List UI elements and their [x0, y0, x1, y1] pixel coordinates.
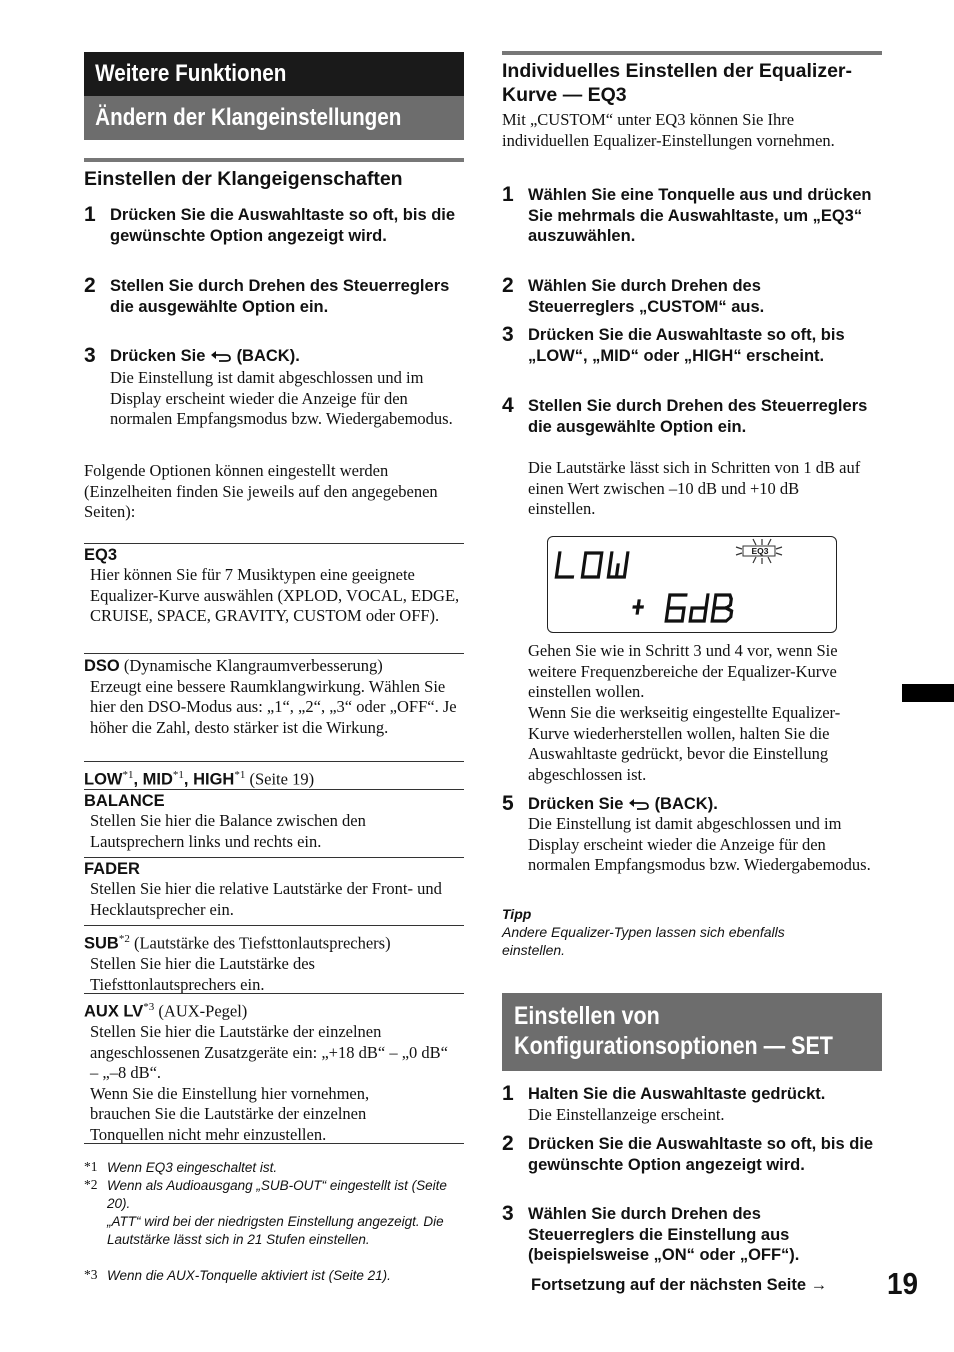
step-text: [528, 794, 882, 815]
footnote-2: Wenn als Audioausgang „SUB-OUT“ eingestellt ist (Seite 20).: [107, 1178, 447, 1211]
step-number: 4: [502, 394, 514, 417]
after-display-2: Wenn Sie die werkseitig eingestellte Equalizer-Kurve wiederherstellen wollen, halten Sie die Auswahltaste gedrückt, bevor die Einstellung abgeschlossen ist.: [528, 703, 841, 784]
tip: [502, 905, 872, 959]
step-text: Wählen Sie durch Drehen des Steuerreglers „CUSTOM“ aus.: [528, 277, 765, 316]
option-suffix: (AUX-Pegel): [154, 1001, 248, 1021]
footnote-mark: *2: [84, 1177, 98, 1192]
set-banner: [502, 993, 882, 1071]
step-text-before: Drücken Sie: [110, 347, 206, 365]
subsection-heading: Individuelles Einstellen der Equalizer-Kurve — EQ3: [502, 60, 853, 106]
eq3-intro: Mit „CUSTOM“ unter EQ3 können Sie Ihre individuellen Equalizer-Einstellungen vornehmen.: [502, 110, 835, 150]
step-text: Drücken Sie die Auswahltaste so oft, bis die gewünschte Option angezeigt wird.: [528, 1135, 874, 1174]
step-number: 5: [502, 792, 514, 815]
tip-text: Andere Equalizer-Typen lassen sich ebenfalls einstellen.: [502, 924, 785, 958]
step-text: Wählen Sie durch Drehen des Steuerreglers die Einstellung aus (beispielsweise „ON“ oder „OFF“).: [528, 1205, 800, 1264]
option-aux-lv: [84, 997, 464, 1145]
step-number: 3: [84, 344, 96, 367]
thumb-index-tab: [902, 684, 954, 702]
table-rule: [84, 761, 464, 762]
back-icon: [210, 348, 232, 362]
eq3-indicator: EQ3: [751, 546, 769, 556]
back-icon: [628, 796, 650, 810]
lcd-segments: [548, 537, 836, 632]
heading-rule: [84, 158, 464, 162]
option-desc: Stellen Sie hier die Lautstärke der einzelnen angeschlossenen Zusatzgeräte ein: „+18 dB“ – „0 dB“ – „–8 dB“.: [90, 1022, 448, 1082]
option-suffix: (Seite 19): [245, 769, 315, 789]
option-suffix: (Lautstärke des Tiefsttonlautsprechers): [129, 933, 391, 953]
option-desc: Hier können Sie für 7 Musiktypen eine geeignete Equalizer-Kurve auswählen (XPLOD, VOCAL, EDGE, CRUISE, SPACE, GRAVITY, CUSTOM oder OFF).: [90, 565, 460, 625]
option-desc-2: Wenn Sie die Einstellung hier vornehmen, brauchen Sie die Lautstärke der einzelnen Tonquellen nicht mehr einzustellen.: [90, 1083, 370, 1144]
footnote-2b: „ATT“ wird bei der niedrigsten Einstellung angezeigt. Die Lautstärke lässt sich in 21 Stufen einstellen.: [107, 1214, 444, 1247]
footnote-mark: *1: [172, 769, 184, 781]
footnote-mark: *1: [234, 769, 246, 781]
step-body: Die Lautstärke lässt sich in Schritten von 1 dB auf einen Wert zwischen –10 dB und +10 dB einstellen.: [528, 458, 861, 518]
step-number: 2: [502, 1132, 514, 1155]
option-desc: Stellen Sie hier die relative Lautstärke der Front- und Hecklautsprecher ein.: [90, 879, 442, 919]
option-term: FADER: [84, 860, 140, 878]
step-text: Stellen Sie durch Drehen des Steuerreglers die ausgewählte Option ein.: [110, 277, 450, 316]
option-term: BALANCE: [84, 792, 165, 810]
step-number: 2: [84, 274, 96, 297]
step-number: 3: [502, 1202, 514, 1225]
footnote-mark: *3: [143, 1001, 155, 1013]
after-display-1: Gehen Sie wie in Schritt 3 und 4 vor, wenn Sie weitere Frequenzbereiche der Equalizer-Kurve einstellen wollen.: [528, 641, 838, 701]
step-text: [110, 346, 464, 367]
footnote-3: Wenn die AUX-Tonquelle aktiviert ist (Seite 21).: [107, 1268, 391, 1283]
table-rule: [84, 925, 464, 926]
set-banner-title: Einstellen von Konfigurationsoptionen — SET: [514, 1002, 833, 1060]
step-body: Die Einstellung ist damit abgeschlossen und im Display erscheint wieder die Anzeige für den normalen Empfangsmodus bzw. Wiedergabemodus.: [110, 368, 453, 428]
option-term: AUX LV: [84, 1002, 144, 1021]
option-term: DSO: [84, 657, 120, 675]
option-term-high: , HIGH: [183, 770, 235, 789]
option-sub: [84, 929, 464, 995]
footnote-mark: *1: [122, 769, 134, 781]
footnote-mark: *2: [118, 933, 130, 945]
display-illustration: [547, 536, 837, 633]
option-low-mid-high: [84, 765, 464, 790]
step-number: 2: [502, 274, 514, 297]
heading-rule: [502, 51, 882, 55]
step-text-after: (BACK).: [236, 347, 300, 365]
footnotes: [84, 1159, 464, 1285]
page-number: 19: [887, 1266, 919, 1301]
step-number: 1: [502, 183, 514, 206]
option-eq3: [84, 546, 464, 627]
footnote-mark: *3: [84, 1267, 98, 1282]
section-title: Ändern der Klangeinstellungen: [95, 104, 402, 131]
step-text-before: Drücken Sie: [528, 795, 624, 813]
option-term-mid: , MID: [133, 770, 173, 789]
step-text: Drücken Sie die Auswahltaste so oft, bis die gewünschte Option angezeigt wird.: [110, 206, 456, 245]
options-intro: Folgende Optionen können eingestellt werden (Einzelheiten finden Sie jeweils auf den angegebenen Seiten):: [84, 461, 438, 521]
step-body: Die Einstellanzeige erscheint.: [528, 1105, 725, 1124]
chapter-banner: [84, 52, 464, 96]
step-body: Die Einstellung ist damit abgeschlossen und im Display erscheint wieder die Anzeige für den normalen Empfangsmodus bzw. Wiedergabemodus.: [528, 814, 871, 874]
option-desc: Stellen Sie hier die Lautstärke des Tiefsttonlautsprechers ein.: [90, 954, 315, 994]
arrow-right-icon: →: [810, 1276, 828, 1294]
table-rule: [84, 1143, 464, 1144]
option-desc: Erzeugt eine bessere Raumklangwirkung. Wählen Sie hier den DSO-Modus aus: „1“, „2“, „3“ oder „OFF“. Je höher die Zahl, desto stärker ist die Wirkung.: [90, 676, 457, 737]
table-rule: [84, 857, 464, 858]
table-rule: [84, 993, 464, 994]
option-term: EQ3: [84, 546, 118, 564]
footnote-1: Wenn EQ3 eingeschaltet ist.: [107, 1160, 278, 1175]
section-banner: [84, 96, 464, 140]
step-text: Wählen Sie eine Tonquelle aus und drücken Sie mehrmals die Auswahltaste, um „EQ3“ auszuwählen.: [528, 186, 872, 245]
step-text: Halten Sie die Auswahltaste gedrückt.: [528, 1085, 826, 1103]
option-term: SUB: [84, 934, 119, 953]
lcd-line-1: [548, 537, 549, 538]
step-number: 1: [84, 203, 96, 226]
step-text: Stellen Sie durch Drehen des Steuerreglers die ausgewählte Option ein.: [528, 397, 868, 436]
option-dso: [84, 656, 464, 738]
step-number: 3: [502, 323, 514, 346]
option-fader: [84, 860, 464, 920]
option-suffix: (Dynamische Klangraumverbesserung): [119, 656, 383, 675]
subsection-heading: Einstellen der Klangeigenschaften: [84, 168, 403, 190]
step-text: Drücken Sie die Auswahltaste so oft, bis „LOW“, „MID“ oder „HIGH“ erscheint.: [528, 326, 845, 365]
table-rule: [84, 653, 464, 654]
tip-label: Tipp: [502, 906, 532, 922]
step-number: 1: [502, 1082, 514, 1105]
option-balance: [84, 792, 464, 852]
step-text-after: (BACK).: [654, 795, 718, 813]
option-term-low: LOW: [84, 770, 123, 789]
table-rule: [84, 543, 464, 544]
chapter-title: Weitere Funktionen: [95, 60, 287, 87]
option-desc: Stellen Sie hier die Balance zwischen den Lautsprechern links und rechts ein.: [90, 811, 366, 851]
footnote-mark: *1: [84, 1159, 98, 1174]
continued-note: [531, 1276, 827, 1295]
continued-text: Fortsetzung auf der nächsten Seite: [531, 1276, 807, 1294]
table-rule: [84, 789, 464, 790]
